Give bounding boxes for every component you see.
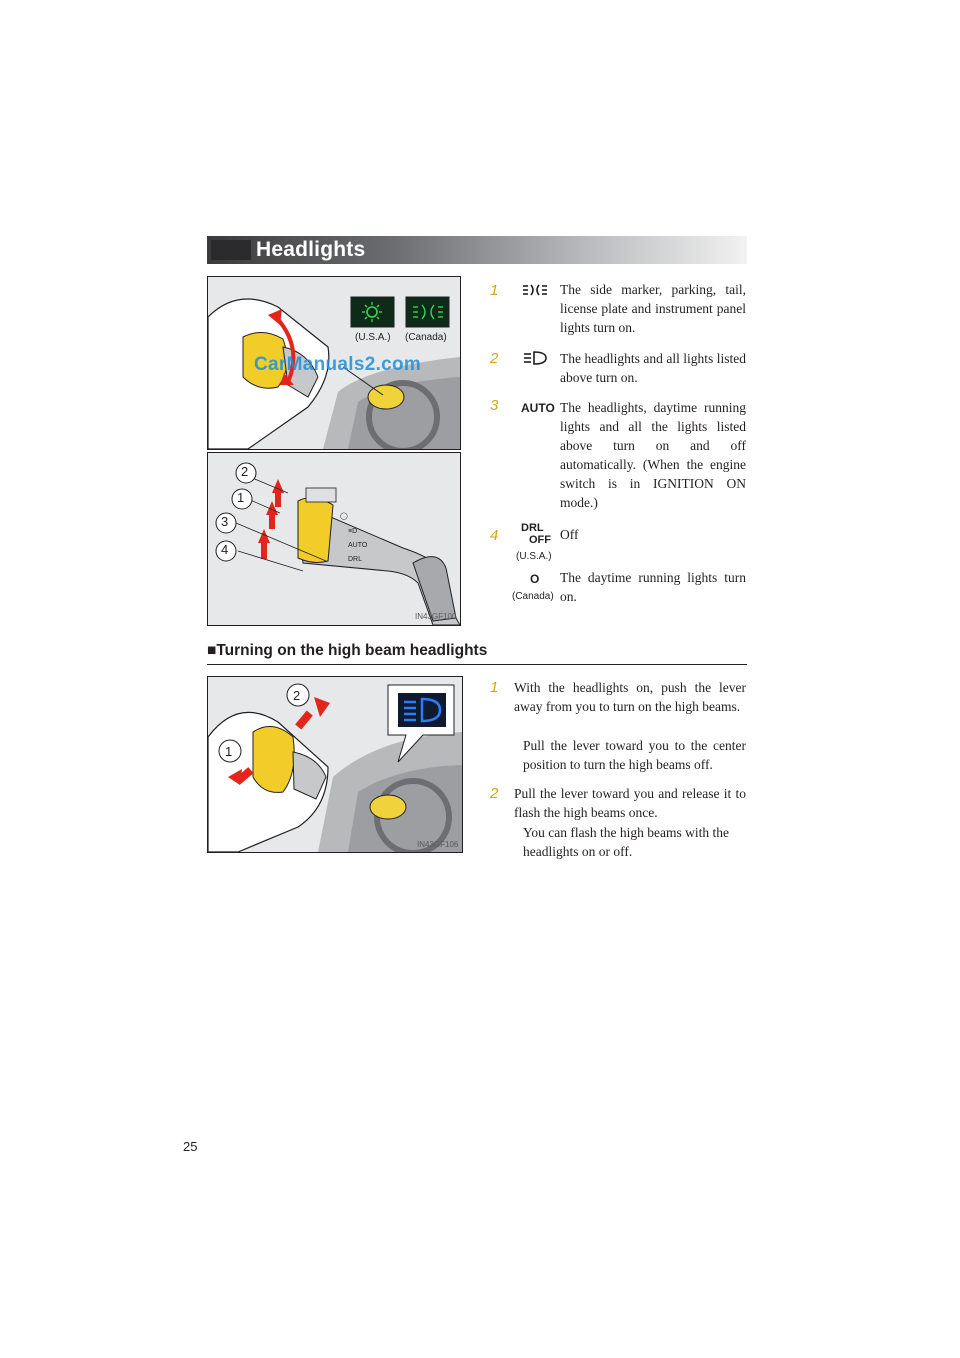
item-number: 1 [490, 679, 499, 696]
drl-on-icon: O [530, 572, 540, 586]
header-block [211, 240, 251, 260]
drl-text: DRL [521, 522, 544, 534]
item-text: Off [560, 527, 579, 542]
headlight-icon [522, 350, 548, 371]
callout-2: 2 [241, 464, 249, 479]
drl-off-icon [521, 522, 551, 546]
figure-code: IN43GF100 [415, 612, 457, 621]
page-number: 25 [183, 1139, 198, 1154]
callout-3: 3 [221, 514, 229, 529]
item-text: Pull the lever toward you and release it to flash the high beams once. [514, 786, 746, 820]
item-subtext: You can flash the high beams with the headlights on or off. [523, 825, 729, 859]
off-text: OFF [529, 534, 551, 546]
usa-label: (U.S.A.) [355, 332, 391, 343]
item-number: 4 [490, 527, 499, 544]
item-text: The headlights, daytime running lights and all the lights listed above turn on and off automatically. (When the engine switch is in IGNITION ON mode.) [560, 400, 746, 510]
svg-text:DRL: DRL [348, 556, 363, 563]
svg-text:AUTO: AUTO [348, 542, 368, 549]
callout-1: 1 [225, 744, 233, 759]
item-text: The side marker, parking, tail, license plate and instrument panel lights turn on. [560, 282, 746, 335]
section-heading: ■Turning on the high beam headlights [207, 642, 488, 659]
item-number: 1 [490, 282, 499, 299]
item-text: The headlights and all lights listed above turn on. [560, 351, 746, 385]
canada-caption: (Canada) [512, 591, 554, 602]
svg-text:◯: ◯ [340, 513, 348, 520]
page-title: Headlights [256, 238, 366, 261]
high-beam-illustration [207, 676, 463, 853]
item-number: 3 [490, 397, 499, 414]
callout-1: 1 [237, 490, 245, 505]
item-text: With the headlights on, push the lever away from you to turn on the high beams. [514, 680, 746, 714]
figure-code: IN43GF106 [417, 840, 459, 849]
canada-label: (Canada) [405, 332, 447, 343]
item-text: The daytime running lights turn on. [560, 570, 746, 604]
svg-text:≡D: ≡D [348, 528, 358, 535]
item-subtext: Pull the lever toward you to the center position to turn the high beams off. [523, 738, 746, 772]
auto-icon: AUTO [521, 401, 555, 415]
callout-2: 2 [293, 688, 301, 703]
side-marker-lights-icon [522, 282, 548, 303]
usa-caption: (U.S.A.) [516, 551, 552, 562]
callout-4: 4 [221, 542, 229, 557]
watermark: CarManuals2.com [254, 354, 422, 375]
section-divider [207, 664, 747, 665]
item-number: 2 [490, 785, 499, 802]
item-number: 2 [490, 350, 499, 367]
